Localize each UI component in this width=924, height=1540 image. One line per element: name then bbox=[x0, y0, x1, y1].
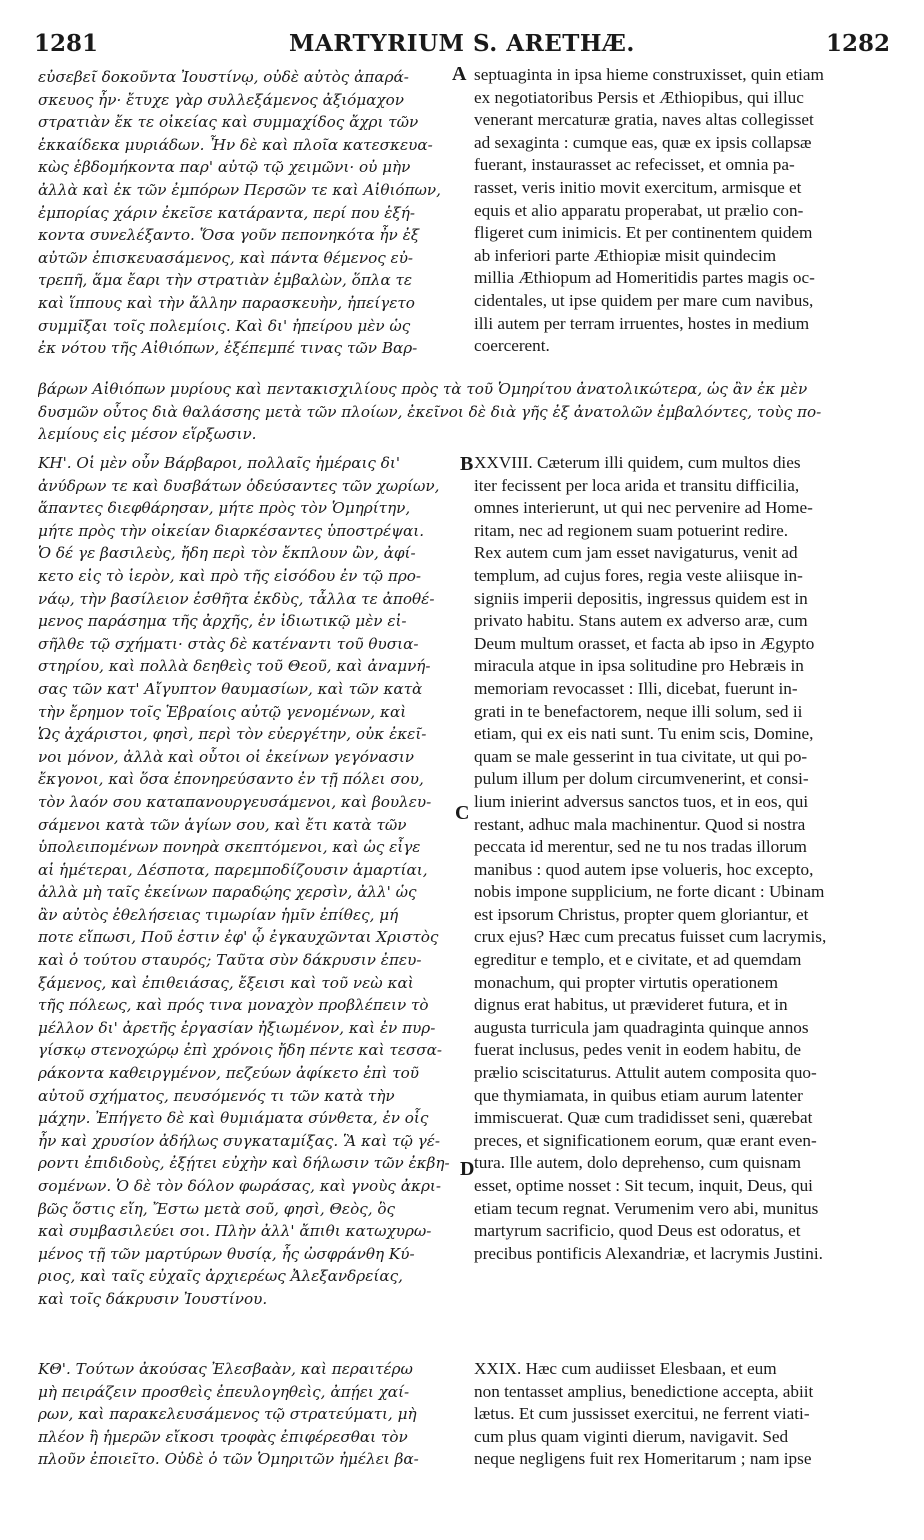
latin-line: ex negotiatoribus Persis et Æthiopibus, qui illuc bbox=[474, 87, 804, 107]
greek-line: μὴ πειράζειν προσθεὶς ἐπευλογηθεὶς, ἀπῄει χαί- bbox=[38, 1382, 410, 1401]
greek-line: ἂν αὐτὸς ἐθελήσειας τιμωρίαν ἡμῖν ἐπίθες, μή bbox=[38, 905, 399, 924]
greek-line: ροντι ἐπιδιδοὺς, ἐξῄτει εὐχὴν καὶ δήλωσιν τῶν ἐκβη- bbox=[38, 1154, 450, 1173]
greek-fullwidth-block bbox=[38, 378, 890, 446]
greek-line: ἀλλὰ καὶ ἐκ τῶν ἐμπόρων Περσῶν τε καὶ Αἰθιόπων, bbox=[38, 180, 441, 199]
greek-line: ξάμενος, καὶ ἐπιθειάσας, ἔξεισι καὶ τοῦ νεὼ καὶ bbox=[38, 973, 414, 992]
greek-line: μήτε πρὸς τὴν οἰκείαν διαρκέσαντες ὑποστρέψαι. bbox=[38, 521, 425, 540]
latin-line: martyrum sacrificio, quod Deus est odoratus, et bbox=[474, 1221, 801, 1241]
greek-line: ἑκκαίδεκα μυριάδων. Ἦν δὲ καὶ πλοῖα κατεσκευα- bbox=[38, 135, 433, 154]
latin-line: privato habitu. Stans autem ex adverso aræ, cum bbox=[474, 611, 808, 631]
latin-line: etiam, qui ex eis nati sunt. Tu enim scis, Domine, bbox=[474, 724, 814, 744]
page-number-right: 1282 bbox=[825, 30, 890, 57]
latin-line: monachum, qui propter virtutis operationem bbox=[474, 972, 779, 992]
margin-marker-d: D bbox=[460, 1158, 475, 1180]
latin-line: lætus. Et cum jussisset exercitui, ne ferrent viati- bbox=[474, 1404, 810, 1424]
greek-line: τὴν ἔρημον τοῖς Ἑβραίοις αὐτῷ γενομένων, καὶ bbox=[38, 702, 407, 721]
greek-line: ΚΗ'. Οἱ μὲν οὖν Βάρβαροι, πολλαῖς ἡμέραις δι' bbox=[38, 454, 401, 472]
latin-line: fuerant, instaurasset ac refecisset, et omnia pa- bbox=[474, 155, 795, 175]
greek-line: στηρίου, καὶ πολλὰ δεηθεὶς τοῦ Θεοῦ, καὶ ἀναμνή- bbox=[38, 657, 431, 676]
latin-line: iter fecissent per loca arida et transitu difficilia, bbox=[474, 475, 800, 495]
greek-line: ποτε εἴπωσι, Ποῦ ἐστιν ἐφ' ᾧ ἐγκαυχῶνται Χριστὸς bbox=[38, 928, 439, 947]
latin-line: nobis impone supplicium, ne forte dicant : Ubinam bbox=[474, 882, 825, 902]
latin-line: precibus pontificis Alexandriæ, et lacrymis Justini. bbox=[474, 1243, 823, 1263]
greek-line: κὼς ἑβδομήκοντα παρ' αὐτῷ τῷ χειμῶνι· οὐ μὴν bbox=[38, 158, 411, 177]
latin-line: septuaginta in ipsa hieme construxisset, quin etiam bbox=[474, 65, 824, 84]
greek-line: Ὁ δέ γε βασιλεὺς, ἤδη περὶ τὸν ἔκπλουν ὢν, ἀφί- bbox=[38, 544, 416, 563]
latin-line: crux ejus? Hæc cum precatus fuisset cum lacrymis, bbox=[474, 927, 827, 947]
greek-line: πλοῦν ἐποιεῖτο. Οὐδὲ ὁ τῶν Ὁμηριτῶν ἠμέλει βα- bbox=[38, 1450, 419, 1469]
greek-line: ρων, καὶ παρακελευσάμενος τῷ στρατεύματι, μὴ bbox=[38, 1405, 417, 1424]
latin-line: ab inferiori parte Æthiopiæ misit quindecim bbox=[474, 245, 777, 265]
latin-line: Rex autem cum jam esset navigaturus, venit ad bbox=[474, 543, 798, 563]
greek-line: ἀλλὰ μὴ ταῖς ἐκείνων παραδῴης χερσὶν, ἀλλ' ὡς bbox=[38, 883, 417, 902]
greek-line: λεμίους εἰς μέσον εἵρξωσιν. bbox=[38, 425, 257, 444]
latin-line: neque negligens fuit rex Homeritarum ; nam ipse bbox=[474, 1449, 812, 1469]
latin-line: Deum multum orasset, et facta ab ipso in Ægypto bbox=[474, 633, 815, 653]
latin-line: preces, et significationem eorum, quæ erant even- bbox=[474, 1130, 817, 1150]
greek-line: τῆς πόλεως, καὶ πρός τινα μοναχὸν προβλέπειν τὸ bbox=[38, 996, 429, 1015]
greek-line: μενος παράσημα τῆς ἀρχῆς, ἐν ἰδιωτικῷ μὲν εἰ- bbox=[38, 612, 407, 631]
greek-line: ἦν καὶ χρυσίον ἀδήλως συγκαταμίξας. Ἃ καὶ τῷ γέ- bbox=[38, 1131, 441, 1150]
greek-line: κοντα συνελέξαντο. Ὅσα γοῦν πεπονηκότα ἦν ἐξ bbox=[38, 226, 420, 245]
greek-line: σάμενοι κατὰ τῶν ἁγίων σου, καὶ ἔτι κατὰ τῶν bbox=[38, 815, 407, 834]
latin-line: cidentales, ut ipse quidem per mare cum navibus, bbox=[474, 290, 814, 310]
latin-line: esset, optime nosset : Sit tecum, inquit, Deus, qui bbox=[474, 1176, 813, 1195]
greek-column-main bbox=[38, 452, 456, 1311]
greek-column-top bbox=[38, 66, 454, 360]
greek-line: αὐτοῦ σχήματος, πευσόμενός τι τῶν κατὰ τὴν bbox=[38, 1086, 395, 1105]
latin-line: peccata id merentur, sed ne tu nos tradas illorum bbox=[474, 837, 807, 857]
greek-line: ράκοντα καθειργμένον, πεζεύων ἀφίκετο ἐπὶ τοῦ bbox=[38, 1064, 419, 1083]
greek-line: ἐκ νότου τῆς Αἰθιόπων, ἐξέπεμπέ τινας τῶν Βαρ- bbox=[38, 339, 418, 358]
greek-line: σῆλθε τῷ σχήματι· στὰς δὲ κατέναντι τοῦ θυσια- bbox=[38, 634, 419, 653]
greek-line: γίσκῳ στενοχώρῳ ἐπὶ χρόνοις ἤδη πέντε καὶ τεσσα- bbox=[38, 1041, 443, 1060]
greek-column-bottom bbox=[38, 1358, 456, 1471]
running-title: MARTYRIUM S. ARETHÆ. bbox=[289, 30, 635, 57]
latin-line: immiscuerat. Quæ cum tradidisset seni, quærebat bbox=[474, 1108, 813, 1128]
latin-line: egreditur e templo, et e civitate, et ad quemdam bbox=[474, 950, 802, 970]
greek-line: εὐσεβεῖ δοκοῦντα Ἰουστίνῳ, οὐδὲ αὐτὸς ἀπαρά- bbox=[38, 68, 409, 86]
greek-line: νάῳ, τὴν βασίλειον ἐσθῆτα ἐκδὺς, τἆλλα τε ἀποθέ- bbox=[38, 589, 435, 608]
latin-line: restant, adhuc mala machinentur. Quod si nostra bbox=[474, 814, 806, 834]
latin-line: grati in te benefactorem, neque illi solum, sed ii bbox=[474, 701, 803, 721]
latin-line: signiis imperii depositis, ingressus quidem est in bbox=[474, 588, 808, 608]
latin-line: pulum illum per dolum circumvenerint, et consi- bbox=[474, 769, 809, 789]
margin-marker-c: C bbox=[455, 802, 470, 824]
greek-line: ἅπαντες διεφθάρησαν, μήτε πρὸς τὸν Ὁμηρίτην, bbox=[38, 499, 411, 518]
greek-line: αἱ ἡμέτεραι, Δέσποτα, παρεμποδίζουσιν ἁμαρτίαι, bbox=[38, 860, 428, 879]
greek-line: μάχην. Ἐπήγετο δὲ καὶ θυμιάματα σύνθετα, ἐν οἷς bbox=[38, 1109, 429, 1128]
latin-column-main bbox=[474, 452, 892, 1265]
greek-line: τὸν λαόν σου καταπανουργευσάμενοι, καὶ βουλευ- bbox=[38, 792, 432, 811]
page-header bbox=[34, 30, 890, 66]
latin-line: miracula atque in ipsa solitudine pro Hebræis in bbox=[474, 656, 804, 676]
greek-line: σομένων. Ὁ δὲ τὸν δόλον φωράσας, καὶ γνοὺς ἀκρι- bbox=[38, 1177, 441, 1195]
greek-line: καὶ ὁ τούτου σταυρός; Ταῦτα σὺν δάκρυσιν ἐπευ- bbox=[38, 951, 422, 970]
latin-line: cum plus quam viginti dierum, navigavit. Sed bbox=[474, 1426, 789, 1446]
latin-column-top bbox=[474, 64, 892, 358]
latin-line: dignus erat habitus, ut prævideret futura, et in bbox=[474, 995, 788, 1015]
latin-line: tura. Ille autem, dolo deprehenso, cum quisnam bbox=[474, 1153, 801, 1173]
greek-line: πλέον ἢ ἡμερῶν εἴκοσι τροφὰς ἐπιφέρεσθαι τὸν bbox=[38, 1427, 408, 1446]
margin-marker-b: B bbox=[460, 453, 474, 475]
greek-line: σας τῶν κατ' Αἴγυπτον θαυμασίων, καὶ τῶν κατὰ bbox=[38, 679, 423, 698]
greek-line: καὶ ἵππους καὶ τὴν ἄλλην παρασκευὴν, ἠπείγετο bbox=[38, 293, 415, 312]
greek-line: σκευος ἦν· ἔτυχε γὰρ συλλεξάμενος ἀξιόμαχον bbox=[38, 90, 405, 109]
greek-line: βῶς ὅστις εἴη, Ἔστω μετὰ σοῦ, φησὶ, Θεὸς, ὃς bbox=[38, 1199, 396, 1218]
latin-line: est ipsorum Christus, propter quem gloriantur, et bbox=[474, 904, 809, 924]
latin-line: non tentasset amplius, benedictione accepta, abiit bbox=[474, 1381, 814, 1401]
greek-line: συμμῖξαι τοῖς πολεμίοις. Καὶ δι' ἠπείρου μὲν ὡς bbox=[38, 316, 411, 335]
greek-line: νοι μόνον, ἀλλὰ καὶ οὗτοι οἱ ἐκείνων γεγόνασιν bbox=[38, 747, 415, 766]
latin-line: millia Æthiopum ad Homeritidis partes magis oc- bbox=[474, 268, 815, 288]
margin-marker-a: A bbox=[452, 63, 467, 85]
latin-line: que thymiamata, in quibus etiam aurum latenter bbox=[474, 1085, 803, 1105]
latin-line: XXVIII. Cæterum illi quidem, cum multos dies bbox=[474, 453, 801, 472]
latin-line: rasset, veris initio movit exercitum, armisque et bbox=[474, 177, 802, 197]
greek-line: μέλλον δι' ἀρετῆς ἐργασίαν ἠξιωμένον, καὶ ἐν πυρ- bbox=[38, 1018, 436, 1037]
greek-line: καὶ τοῖς δάκρυσιν Ἰουστίνου. bbox=[38, 1289, 268, 1308]
greek-line: ἀνύδρων τε καὶ δυσβάτων ὁδεύσαντες τῶν χωρίων, bbox=[38, 476, 440, 495]
greek-line: ΚΘ'. Τούτων ἀκούσας Ἐλεσβαὰν, καὶ περαιτέρω bbox=[38, 1360, 413, 1378]
greek-line: δυσμῶν οὗτος διὰ θαλάσσης μετὰ τῶν πλοίων, ἐκεῖνοι δὲ διὰ γῆς ἐξ ἀνατολῶν ἐμβαλόντες, τοὺς πο- bbox=[38, 402, 822, 421]
greek-line: ἔκγονοι, καὶ ὅσα ἐπονηρεύσαντο ἐν τῇ πόλει σου, bbox=[38, 770, 424, 789]
latin-line: memoriam revocasset : Illi, dicebat, fuerunt in- bbox=[474, 678, 798, 698]
greek-line: Ὡς ἀχάριστοι, φησὶ, περὶ τὸν εὐεργέτην, οὐκ ἐκεῖ- bbox=[38, 725, 427, 744]
latin-line: fligeret cum inimicis. Et per continentem quidem bbox=[474, 223, 813, 243]
latin-line: ritam, nec ad regionem suam potuerint redire. bbox=[474, 520, 789, 540]
latin-line: venerant mercaturæ gratia, naves altas collegisset bbox=[474, 110, 814, 130]
latin-line: coercerent. bbox=[474, 336, 550, 356]
greek-line: στρατιὰν ἔκ τε οἰκείας καὶ συμμαχίδος ἄχρι τῶν bbox=[38, 113, 419, 132]
latin-line: prælio sciscitaturus. Attulit autem composita quo- bbox=[474, 1063, 817, 1083]
page-number-left: 1281 bbox=[34, 30, 99, 57]
latin-line: illi autem per terram irruentes, hostes in medium bbox=[474, 313, 810, 333]
greek-line: κετο εἰς τὸ ἱερὸν, καὶ πρὸ τῆς εἰσόδου ἐν τῷ προ- bbox=[38, 566, 422, 585]
latin-line: fuerat inclusus, pedes venit in eodem habitu, de bbox=[474, 1040, 801, 1060]
latin-column-bottom bbox=[474, 1358, 892, 1471]
latin-line: XXIX. Hæc cum audiisset Elesbaan, et eum bbox=[474, 1359, 777, 1378]
latin-line: templum, ad cujus fores, regia veste aliisque in- bbox=[474, 565, 803, 585]
greek-line: μένος τῇ τῶν μαρτύρων θυσίᾳ, ἧς ὠσφράνθη Κύ- bbox=[38, 1244, 415, 1263]
greek-line: ἐμπορίας χάριν ἐκεῖσε κατάραντα, περί που ἑξή- bbox=[38, 203, 415, 222]
latin-line: equis et alio apparatu properabat, ut prælio con- bbox=[474, 200, 804, 220]
greek-line: ριος, καὶ ταῖς εὐχαῖς ἀρχιερέως Ἀλεξανδρείας, bbox=[38, 1267, 403, 1286]
greek-line: καὶ συμβασιλεύει σοι. Πλὴν ἀλλ' ἄπιθι κατωχυρω- bbox=[38, 1222, 432, 1241]
latin-line: etiam tecum regnat. Verumenim vero abi, munitus bbox=[474, 1198, 819, 1218]
greek-line: τρεπῆ, ἅμα ἔαρι τὴν στρατιὰν ἐμβαλὼν, ὅπλα τε bbox=[38, 271, 413, 290]
latin-line: quam se male gesserint in tua civitate, ut qui po- bbox=[474, 746, 808, 766]
latin-line: augusta turricula jam quadraginta quinque annos bbox=[474, 1017, 809, 1037]
latin-line: omnes interierunt, ut qui nec pervenire ad Home- bbox=[474, 498, 813, 518]
latin-line: manibus : quod autem ipse volueris, hoc excepto, bbox=[474, 859, 814, 879]
latin-line: ad sexaginta : cumque eas, quæ ex ipsis collapsæ bbox=[474, 132, 812, 152]
greek-line: ὑπολειπομένων πονηρὰ σκεπτόμενοι, καὶ ὡς εἶγε bbox=[38, 838, 421, 857]
greek-line: αὐτῶν ἐπισκευασάμενος, καὶ πάντα θέμενος εὐ- bbox=[38, 248, 414, 267]
greek-line: βάρων Αἰθιόπων μυρίους καὶ πεντακισχιλίους πρὸς τὰ τοῦ Ὁμηρίτου ἀνατολικώτερα, ὡς ἂν ἐκ μὲν bbox=[38, 380, 808, 398]
latin-line: lium inierint adversus sanctos tuos, et in eos, qui bbox=[474, 791, 809, 811]
